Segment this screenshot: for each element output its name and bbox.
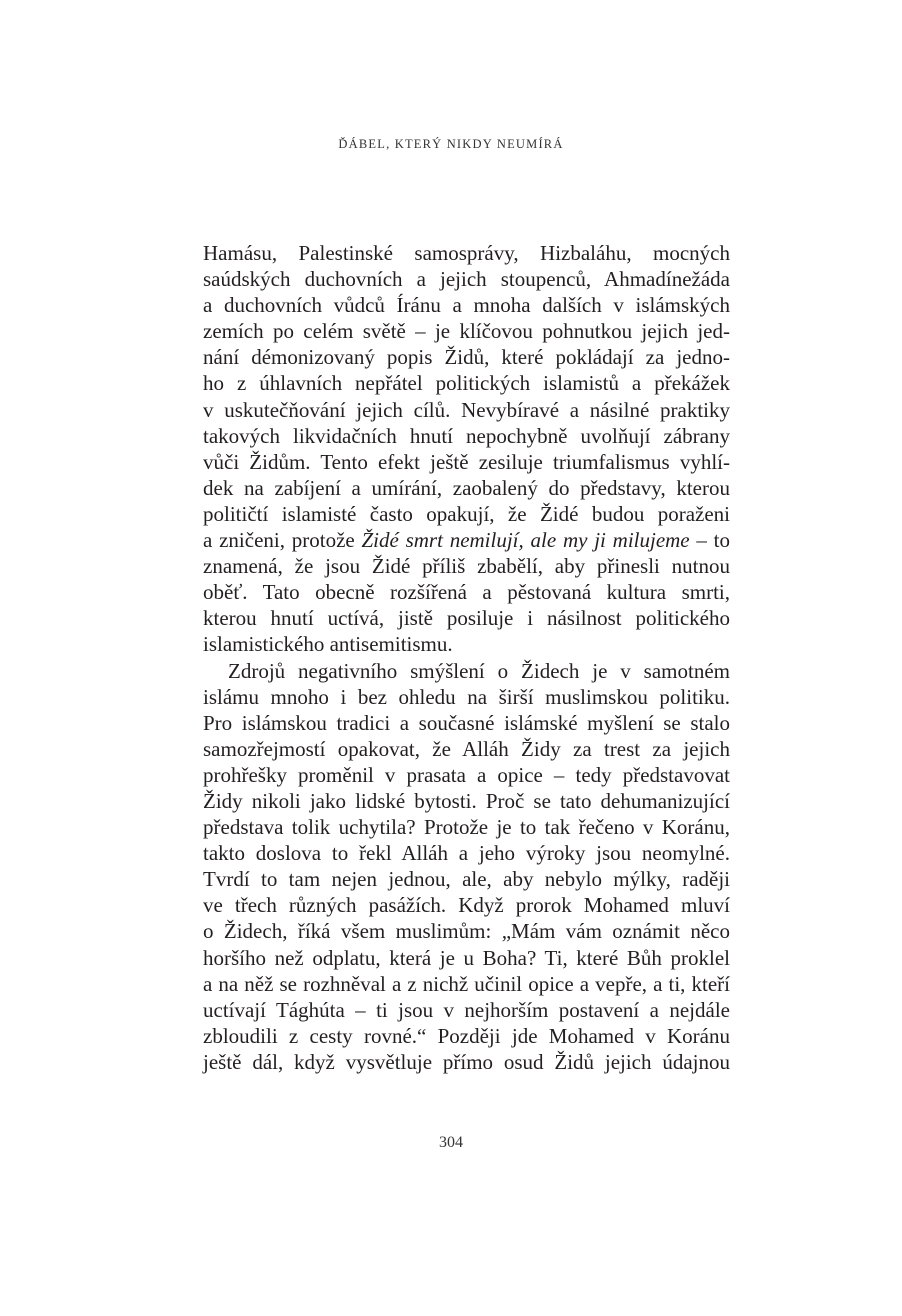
text-segment: Tvrdí to tam nejen jednou, ale, aby nebylo mýlky, raději xyxy=(203,867,730,892)
text-line xyxy=(203,631,730,657)
text-line xyxy=(203,866,730,892)
text-segment: ve třech různých pasážích. Když prorok Mohamed mluví xyxy=(203,893,730,918)
text-line xyxy=(203,918,730,944)
text-segment: takových likvidačních hnutí nepochybně uvolňují zábrany xyxy=(203,423,730,448)
text-segment: a zničeni, protože xyxy=(203,528,362,553)
text-line xyxy=(203,266,730,292)
text-segment: zemích po celém světě – je klíčovou pohnutkou jejich jed- xyxy=(203,319,730,344)
text-line xyxy=(203,658,730,684)
text-line xyxy=(203,840,730,866)
text-segment: vůči Židům. Tento efekt ještě zesiluje triumfalismus vyhlí- xyxy=(203,449,730,474)
running-head: ĎÁBEL, KTERÝ NIKDY NEUMÍRÁ xyxy=(338,137,564,151)
text-segment: znamená, že jsou Židé příliš zbabělí, aby přinesli nutnou xyxy=(203,554,730,579)
text-segment: a na něž se rozhněval a z nichž učinil opice a vepře, a ti, kteří xyxy=(203,971,730,996)
text-segment: představa tolik uchytila? Protože je to tak řečeno v Koránu, xyxy=(203,815,730,840)
text-line xyxy=(203,475,730,501)
text-segment: islamistického antisemitismu. xyxy=(203,632,453,657)
text-line xyxy=(203,945,730,971)
text-segment: Zdrojů negativního smýšlení o Židech je v samotném xyxy=(228,658,730,683)
text-segment: prohřešky proměnil v prasata a opice – tedy představovat xyxy=(203,762,730,787)
text-line xyxy=(203,292,730,318)
text-line xyxy=(203,423,730,449)
text-segment: političtí islamisté často opakují, že Židé budou poraženi xyxy=(203,501,730,526)
text-segment: o Židech, říká všem muslimům: „Mám vám oznámit něco xyxy=(203,919,730,944)
italic-quote: Židé smrt nemilují, ale my ji milujeme xyxy=(361,528,690,553)
text-segment: nání démonizovaný popis Židů, které pokládají za jedno- xyxy=(203,345,730,370)
text-line xyxy=(203,788,730,814)
text-line xyxy=(203,318,730,344)
text-segment: horšího než odplatu, která je u Boha? Ti, které Bůh proklel xyxy=(203,945,730,970)
text-segment: – to xyxy=(689,528,731,553)
text-line xyxy=(203,971,730,997)
text-segment: kterou hnutí uctívá, jistě posiluje i násilnost politického xyxy=(203,606,730,631)
text-segment: islámu mnoho i bez ohledu na širší muslimskou politiku. xyxy=(203,684,730,709)
text-line xyxy=(203,553,730,579)
text-line xyxy=(203,892,730,918)
text-line xyxy=(203,1049,730,1075)
text-line xyxy=(203,762,730,788)
text-segment: uctívají Tághúta – ti jsou v nejhorším postavení a nejdále xyxy=(203,997,730,1022)
text-line xyxy=(203,814,730,840)
text-line xyxy=(203,501,730,527)
text-segment: Židy nikoli jako lidské bytosti. Proč se tato dehumanizující xyxy=(203,788,730,813)
text-segment: oběť. Tato obecně rozšířená a pěstovaná kultura smrti, xyxy=(203,580,730,605)
text-line xyxy=(203,997,730,1023)
text-segment: Pro islámskou tradici a současné islámské myšlení se stalo xyxy=(203,710,730,735)
text-line xyxy=(203,527,730,553)
text-line xyxy=(203,710,730,736)
text-segment: Hamásu, Palestinské samosprávy, Hizbaláhu, mocných xyxy=(203,241,730,265)
text-line xyxy=(203,1023,730,1049)
text-line xyxy=(203,397,730,423)
text-line xyxy=(203,736,730,762)
text-segment: dek na zabíjení a umírání, zaobalený do představy, kterou xyxy=(203,475,730,500)
text-line xyxy=(203,344,730,370)
text-segment: takto doslova to řekl Alláh a jeho výroky jsou neomylné. xyxy=(203,841,730,866)
text-segment: saúdských duchovních a jejich stoupenců, Ahmadínežáda xyxy=(203,267,730,292)
page-number: 304 xyxy=(439,1134,463,1151)
text-segment: samozřejmostí opakovat, že Alláh Židy za trest za jejich xyxy=(203,736,730,761)
text-line xyxy=(203,240,730,266)
text-segment: ještě dál, když vysvětluje přímo osud Židů jejich údajnou xyxy=(203,1049,730,1074)
text-line xyxy=(203,449,730,475)
text-segment: zbloudili z cesty rovné.“ Později jde Mohamed v Koránu xyxy=(203,1023,730,1048)
body-text xyxy=(203,240,730,1075)
text-line xyxy=(203,370,730,396)
text-segment: v uskutečňování jejich cílů. Nevybíravé a násilné praktiky xyxy=(203,397,730,422)
text-line xyxy=(203,684,730,710)
text-segment: a duchovních vůdců Íránu a mnoha dalších v islámských xyxy=(203,293,730,318)
text-segment: ho z úhlavních nepřátel politických islamistů a překážek xyxy=(203,371,730,396)
text-line xyxy=(203,579,730,605)
text-line xyxy=(203,605,730,631)
